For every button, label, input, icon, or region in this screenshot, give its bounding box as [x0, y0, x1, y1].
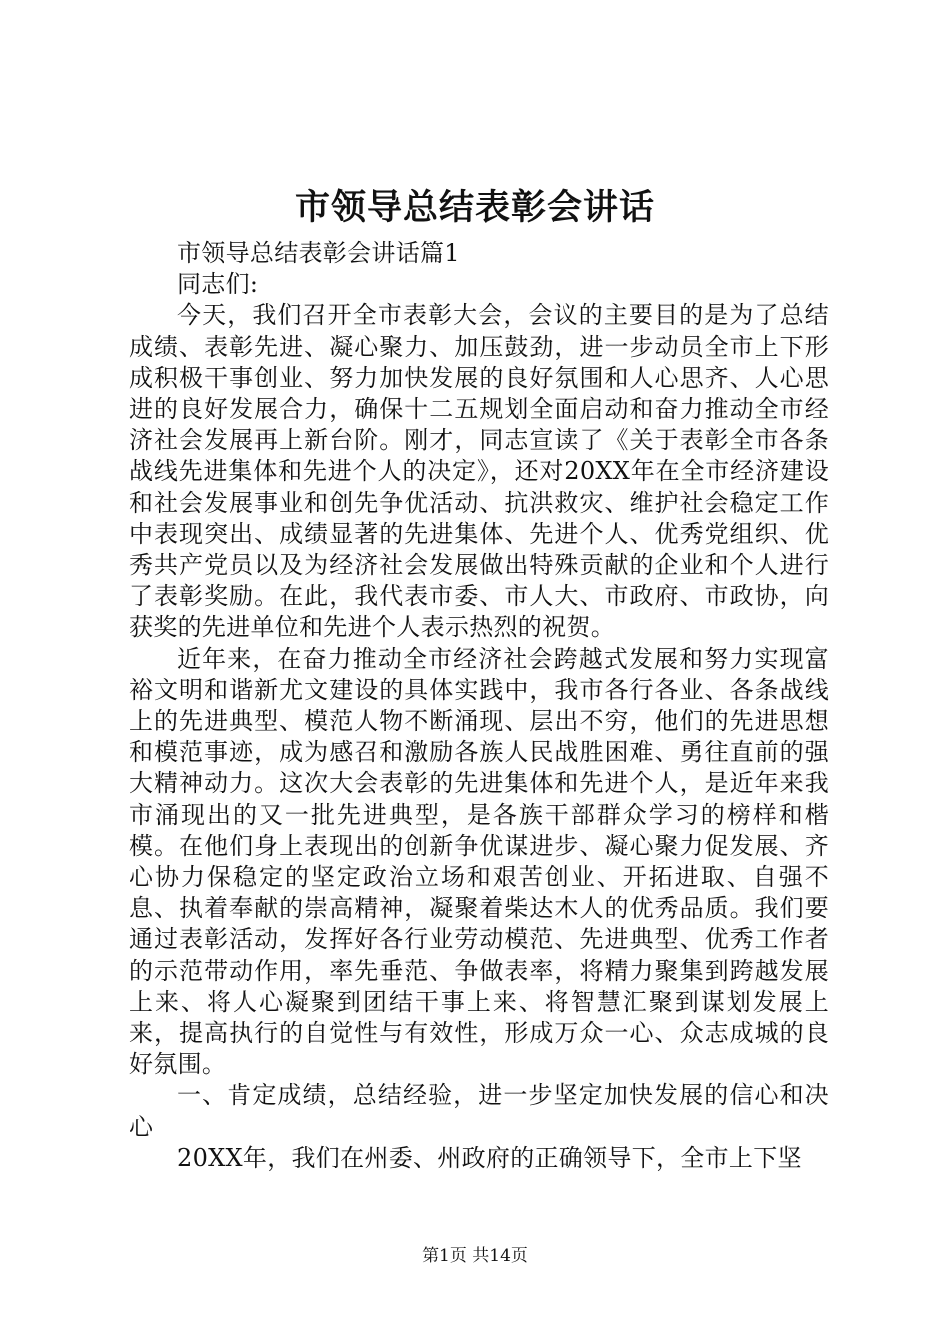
section-heading: 市领导总结表彰会讲话篇1	[177, 239, 460, 267]
paragraph-3: 20XX年，我们在州委、州政府的正确领导下，全市上下坚	[177, 1143, 802, 1172]
page-footer: 第1页 共14页	[422, 1246, 528, 1266]
subheading-1: 一、肯定成绩，总结经验，进一步坚定加快发展的信心和决心	[129, 1081, 829, 1141]
document-title: 市领导总结表彰会讲话	[294, 187, 655, 228]
document-body	[129, 238, 829, 1174]
paragraph-1: 今天，我们召开全市表彰大会，会议的主要目的是为了总结成绩、表彰先进、凝心聚力、加压鼓劲，进一步动员全市上下形成积极干事创业、努力加快发展的良好氛围和人心思齐、人心思进的良好发展合力，确保十二五规划全面启动和奋力推动全市经济社会发展再上新台阶。刚才，同志宣读了《关于表彰全市各条战线先进集体和先进个人的决定》，还对20XX年在全市经济建设和社会发展事业和创先争优活动、抗洪救灾、维护社会稳定工作中表现突出、成绩显著的先进集体、先进个人、优秀党组织、优秀共产党员以及为经济社会发展做出特殊贡献的企业和个人进行了表彰奖励。在此，我代表市委、市人大、市政府、市政协，向获奖的先进单位和先进个人表示热烈的祝贺。	[129, 301, 829, 642]
salutation: 同志们:	[177, 270, 259, 299]
paragraph-2: 近年来，在奋力推动全市经济社会跨越式发展和努力实现富裕文明和谐新尤文建设的具体实践中，我市各行各业、各条战线上的先进典型、模范人物不断涌现、层出不穷，他们的先进思想和模范事迹，成为感召和激励各族人民战胜困难、勇往直前的强大精神动力。这次大会表彰的先进集体和先进个人，是近年来我市涌现出的又一批先进典型，是各族干部群众学习的榜样和楷模。在他们身上表现出的创新争优谋进步、凝心聚力促发展、齐心协力保稳定的坚定政治立场和艰苦创业、开拓进取、自强不息、执着奉献的崇高精神，凝聚着柴达木人的优秀品质。我们要通过表彰活动，发挥好各行业劳动模范、先进典型、优秀工作者的示范带动作用，率先垂范、争做表率，将精力聚集到跨越发展上来、将人心凝聚到团结干事上来、将智慧汇聚到谋划发展上来，提高执行的自觉性与有效性，形成万众一心、众志成城的良好氛围。	[129, 644, 829, 1079]
